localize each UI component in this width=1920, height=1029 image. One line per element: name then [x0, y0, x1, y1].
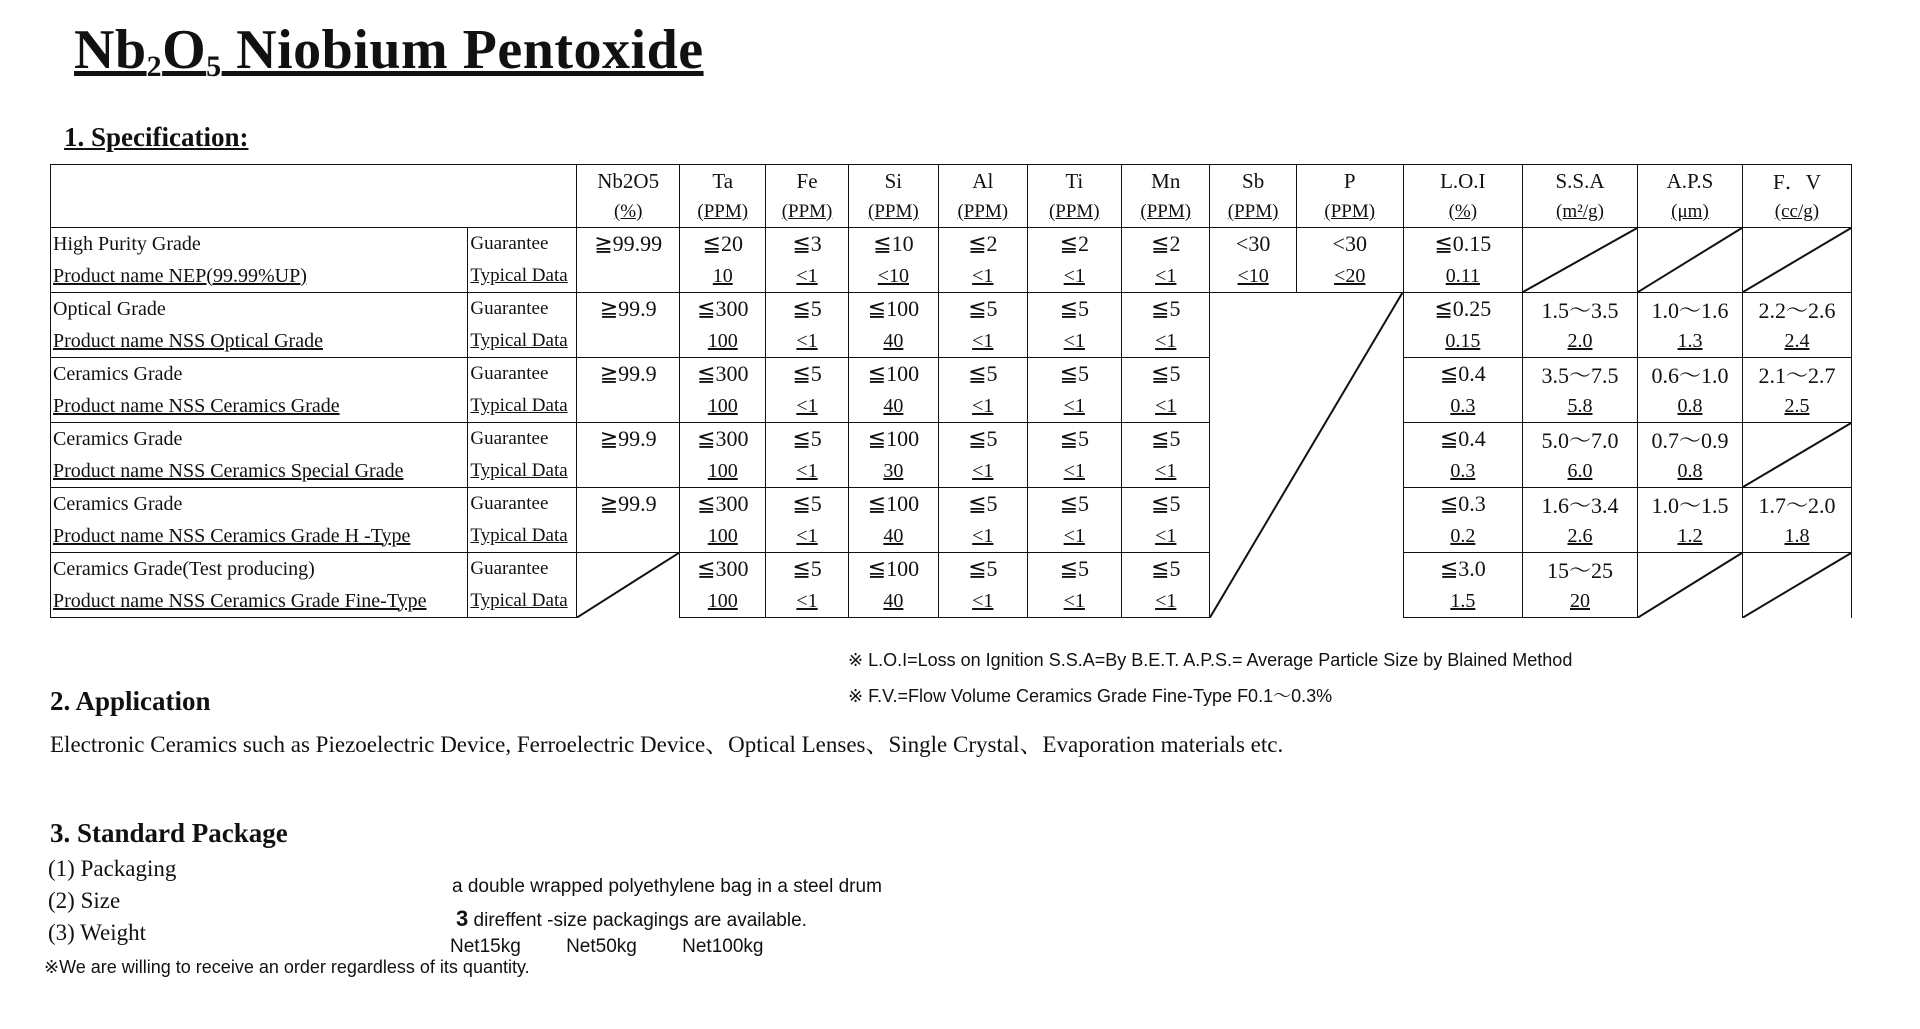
typical-value-5: <1 [1027, 455, 1122, 488]
typical-value-4: <1 [939, 390, 1027, 423]
grade-row-typical [51, 390, 1852, 423]
typical-value-4: <1 [939, 585, 1027, 618]
typical-value-5: <1 [1027, 585, 1122, 618]
typical-value-5: <1 [1027, 390, 1122, 423]
column-header-4: Al [939, 165, 1027, 198]
size-value: 3 direffent -size packagings are available. [456, 906, 807, 931]
typical-value-9: 0.15 [1403, 325, 1522, 358]
typical-value-2: <1 [766, 520, 848, 553]
guarantee-value-3: ≦100 [848, 488, 938, 521]
blank-cell-10 [1522, 228, 1637, 293]
grade-row-typical [51, 455, 1852, 488]
product-name: Product name NSS Ceramics Special Grade [51, 455, 468, 488]
guarantee-value-10: 15～25 [1522, 553, 1637, 586]
column-unit-4: (PPM) [939, 197, 1027, 228]
grade-name: Ceramics Grade(Test producing) [51, 553, 468, 586]
typical-value-5: <1 [1027, 325, 1122, 358]
guarantee-value-1: ≦300 [680, 423, 766, 456]
typical-value-0 [577, 260, 680, 293]
guarantee-value-5: ≦5 [1027, 488, 1122, 521]
typical-value-11: 0.8 [1638, 455, 1743, 488]
grade-name: Ceramics Grade [51, 488, 468, 521]
guarantee-value-4: ≦5 [939, 553, 1027, 586]
guarantee-label: Guarantee [468, 358, 577, 391]
empty-cell-slash [1743, 423, 1851, 487]
typical-value-0 [577, 455, 680, 488]
typical-value-9: 1.5 [1403, 585, 1522, 618]
guarantee-value-1: ≦300 [680, 488, 766, 521]
guarantee-value-6: ≦5 [1122, 423, 1210, 456]
guarantee-value-6: ≦5 [1122, 293, 1210, 326]
guarantee-value-0: ≧99.9 [577, 358, 680, 391]
page-title: $Nb_2O_5$ Niobium Pentoxide [74, 19, 704, 83]
guarantee-value-1: ≦300 [680, 358, 766, 391]
blank-cell-12 [1742, 553, 1851, 618]
typical-value-2: <1 [766, 325, 848, 358]
empty-cell-slash [1743, 228, 1851, 292]
column-unit-9: (%) [1403, 197, 1522, 228]
typical-value-0 [577, 390, 680, 423]
guarantee-value-9: ≦0.25 [1403, 293, 1522, 326]
guarantee-value-8: <30 [1296, 228, 1403, 261]
column-unit-8: (PPM) [1296, 197, 1403, 228]
guarantee-value-5: ≦2 [1027, 228, 1122, 261]
guarantee-value-11: 0.7～0.9 [1638, 423, 1743, 456]
grade-row-typical [51, 520, 1852, 553]
application-text: Electronic Ceramics such as Piezoelectric Device, Ferroelectric Device、Optical Lenses、Single Crystal、Evaporation materials etc. [50, 732, 1284, 757]
weight-100: Net100kg [682, 936, 764, 957]
weight-values [450, 936, 763, 958]
guarantee-value-4: ≦5 [939, 293, 1027, 326]
typical-value-10: 2.0 [1522, 325, 1637, 358]
typical-value-10: 5.8 [1522, 390, 1637, 423]
typical-label: Typical Data [468, 390, 577, 423]
typical-value-8: <20 [1296, 260, 1403, 293]
guarantee-value-11: 1.0～1.6 [1638, 293, 1743, 326]
product-name: Product name NSS Optical Grade [51, 325, 468, 358]
blank-cell-11 [1638, 553, 1743, 618]
typical-value-9: 0.3 [1403, 390, 1522, 423]
guarantee-value-3: ≦100 [848, 293, 938, 326]
empty-cell-slash [1210, 293, 1402, 618]
typical-value-3: 30 [848, 455, 938, 488]
typical-value-4: <1 [939, 260, 1027, 293]
guarantee-label: Guarantee [468, 553, 577, 586]
guarantee-value-5: ≦5 [1027, 553, 1122, 586]
empty-cell-slash [1638, 228, 1742, 292]
header-corner [51, 165, 577, 228]
column-unit-2: (PPM) [766, 197, 848, 228]
guarantee-value-9: ≦0.3 [1403, 488, 1522, 521]
column-header-5: Ti [1027, 165, 1122, 198]
typical-value-11: 0.8 [1638, 390, 1743, 423]
grade-row-typical [51, 585, 1852, 618]
empty-cell-slash [577, 553, 679, 618]
guarantee-value-0: ≧99.99 [577, 228, 680, 261]
typical-value-2: <1 [766, 585, 848, 618]
guarantee-value-0: ≧99.9 [577, 293, 680, 326]
typical-value-4: <1 [939, 325, 1027, 358]
typical-value-6: <1 [1122, 520, 1210, 553]
column-header-0: Nb2O5 [577, 165, 680, 198]
typical-value-3: 40 [848, 325, 938, 358]
empty-cell-slash [1743, 553, 1851, 618]
grade-row-typical [51, 325, 1852, 358]
column-header-2: Fe [766, 165, 848, 198]
typical-value-10: 20 [1522, 585, 1637, 618]
product-name: Product name NSS Ceramics Grade H -Type [51, 520, 468, 553]
guarantee-value-10: 3.5～7.5 [1522, 358, 1637, 391]
typical-value-9: 0.11 [1403, 260, 1522, 293]
guarantee-value-6: ≦5 [1122, 358, 1210, 391]
column-header-3: Si [848, 165, 938, 198]
guarantee-value-4: ≦5 [939, 423, 1027, 456]
typical-value-11: 1.2 [1638, 520, 1743, 553]
weight-50: Net50kg [566, 936, 637, 957]
guarantee-value-6: ≦5 [1122, 488, 1210, 521]
typical-value-9: 0.2 [1403, 520, 1522, 553]
weight-15: Net15kg [450, 936, 521, 957]
guarantee-value-3: ≦100 [848, 358, 938, 391]
typical-value-1: 100 [680, 455, 766, 488]
guarantee-value-9: ≦0.4 [1403, 358, 1522, 391]
column-unit-3: (PPM) [848, 197, 938, 228]
guarantee-value-5: ≦5 [1027, 358, 1122, 391]
product-name: Product name NSS Ceramics Grade Fine-Type [51, 585, 468, 618]
guarantee-value-4: ≦2 [939, 228, 1027, 261]
sb-p-blank-area [1210, 293, 1403, 618]
spec-note-2: ※ F.V.=Flow Volume Ceramics Grade Fine-Type F0.1～0.3% [848, 686, 1333, 706]
typical-value-4: <1 [939, 455, 1027, 488]
typical-value-11: 1.3 [1638, 325, 1743, 358]
column-header-9: L.O.I [1403, 165, 1522, 198]
grade-name: Optical Grade [51, 293, 468, 326]
typical-value-2: <1 [766, 390, 848, 423]
typical-label: Typical Data [468, 585, 577, 618]
spec-note-1: ※ L.O.I=Loss on Ignition S.S.A=By B.E.T. A.P.S.= Average Particle Size by Blained Method [848, 650, 1573, 670]
column-header-7: Sb [1210, 165, 1296, 198]
typical-value-10: 2.6 [1522, 520, 1637, 553]
typical-label: Typical Data [468, 520, 577, 553]
product-name: Product name NSS Ceramics Grade [51, 390, 468, 423]
typical-value-0 [577, 325, 680, 358]
specification-table [50, 164, 1852, 618]
order-footnote: ※We are willing to receive an order regardless of its quantity. [44, 957, 530, 977]
typical-value-10: 6.0 [1522, 455, 1637, 488]
guarantee-value-1: ≦300 [680, 553, 766, 586]
typical-value-1: 100 [680, 520, 766, 553]
column-unit-0: (%) [577, 197, 680, 228]
grade-row-guarantee [51, 488, 1852, 521]
guarantee-value-2: ≦5 [766, 358, 848, 391]
typical-value-2: <1 [766, 455, 848, 488]
typical-value-5: <1 [1027, 260, 1122, 293]
typical-value-6: <1 [1122, 390, 1210, 423]
typical-value-3: 40 [848, 585, 938, 618]
guarantee-value-12: 2.1～2.7 [1742, 358, 1851, 391]
guarantee-value-2: ≦5 [766, 553, 848, 586]
guarantee-value-2: ≦3 [766, 228, 848, 261]
typical-value-3: <10 [848, 260, 938, 293]
typical-value-2: <1 [766, 260, 848, 293]
guarantee-label: Guarantee [468, 423, 577, 456]
typical-value-7: <10 [1210, 260, 1296, 293]
packaging-label: (1) Packaging [48, 856, 177, 881]
guarantee-label: Guarantee [468, 488, 577, 521]
blank-cell-11 [1638, 228, 1743, 293]
typical-value-6: <1 [1122, 585, 1210, 618]
column-header-12: F．V [1742, 165, 1851, 198]
column-unit-6: (PPM) [1122, 197, 1210, 228]
package-heading: 3. Standard Package [50, 818, 288, 848]
typical-value-5: <1 [1027, 520, 1122, 553]
typical-value-1: 100 [680, 325, 766, 358]
typical-value-6: <1 [1122, 260, 1210, 293]
typical-value-6: <1 [1122, 325, 1210, 358]
typical-value-1: 10 [680, 260, 766, 293]
guarantee-value-3: ≦100 [848, 553, 938, 586]
guarantee-value-2: ≦5 [766, 293, 848, 326]
column-header-1: Ta [680, 165, 766, 198]
guarantee-value-10: 1.6～3.4 [1522, 488, 1637, 521]
grade-name: Ceramics Grade [51, 358, 468, 391]
column-unit-11: (μm) [1638, 197, 1743, 228]
guarantee-value-9: ≦0.4 [1403, 423, 1522, 456]
typical-label: Typical Data [468, 260, 577, 293]
weight-label: (3) Weight [48, 920, 147, 945]
grade-row-guarantee [51, 293, 1852, 326]
guarantee-value-11: 1.0～1.5 [1638, 488, 1743, 521]
application-heading: 2. Application [50, 686, 211, 716]
guarantee-value-1: ≦20 [680, 228, 766, 261]
guarantee-value-2: ≦5 [766, 488, 848, 521]
guarantee-value-12: 1.7～2.0 [1742, 488, 1851, 521]
guarantee-value-11: 0.6～1.0 [1638, 358, 1743, 391]
column-unit-10: (m²/g) [1522, 197, 1637, 228]
guarantee-value-4: ≦5 [939, 358, 1027, 391]
specification-heading: 1. Specification: [64, 122, 249, 152]
guarantee-value-6: ≦5 [1122, 553, 1210, 586]
guarantee-value-9: ≦0.15 [1403, 228, 1522, 261]
guarantee-value-2: ≦5 [766, 423, 848, 456]
typical-label: Typical Data [468, 455, 577, 488]
grade-row-guarantee [51, 228, 1852, 261]
typical-value-1: 100 [680, 585, 766, 618]
typical-value-1: 100 [680, 390, 766, 423]
guarantee-value-12: 2.2～2.6 [1742, 293, 1851, 326]
guarantee-value-3: ≦10 [848, 228, 938, 261]
blank-cell-12 [1742, 423, 1851, 488]
guarantee-value-10: 1.5～3.5 [1522, 293, 1637, 326]
guarantee-value-3: ≦100 [848, 423, 938, 456]
typical-value-12: 2.5 [1742, 390, 1851, 423]
typical-value-0 [577, 520, 680, 553]
column-header-10: S.S.A [1522, 165, 1637, 198]
guarantee-value-5: ≦5 [1027, 293, 1122, 326]
column-unit-12: (cc/g) [1742, 197, 1851, 228]
guarantee-value-4: ≦5 [939, 488, 1027, 521]
typical-value-4: <1 [939, 520, 1027, 553]
guarantee-value-5: ≦5 [1027, 423, 1122, 456]
grade-row-guarantee [51, 358, 1852, 391]
empty-cell-slash [1523, 228, 1637, 292]
packaging-value: a double wrapped polyethylene bag in a steel drum [452, 876, 882, 897]
grade-name: High Purity Grade [51, 228, 468, 261]
typical-label: Typical Data [468, 325, 577, 358]
guarantee-value-0: ≧99.9 [577, 488, 680, 521]
typical-value-12: 2.4 [1742, 325, 1851, 358]
guarantee-value-1: ≦300 [680, 293, 766, 326]
guarantee-value-10: 5.0～7.0 [1522, 423, 1637, 456]
blank-cell-12 [1742, 228, 1851, 293]
guarantee-value-6: ≦2 [1122, 228, 1210, 261]
typical-value-9: 0.3 [1403, 455, 1522, 488]
guarantee-label: Guarantee [468, 293, 577, 326]
guarantee-value-9: ≦3.0 [1403, 553, 1522, 586]
column-header-6: Mn [1122, 165, 1210, 198]
column-unit-5: (PPM) [1027, 197, 1122, 228]
size-label: (2) Size [48, 888, 121, 913]
typical-value-3: 40 [848, 520, 938, 553]
grade-row-guarantee [51, 423, 1852, 456]
typical-value-12: 1.8 [1742, 520, 1851, 553]
column-unit-7: (PPM) [1210, 197, 1296, 228]
typical-value-3: 40 [848, 390, 938, 423]
product-name: Product name NEP(99.99%UP) [51, 260, 468, 293]
guarantee-value-7: <30 [1210, 228, 1296, 261]
guarantee-value-0: ≧99.9 [577, 423, 680, 456]
column-header-11: A.P.S [1638, 165, 1743, 198]
grade-row-guarantee [51, 553, 1852, 586]
empty-cell-slash [1638, 553, 1742, 618]
grade-name: Ceramics Grade [51, 423, 468, 456]
column-unit-1: (PPM) [680, 197, 766, 228]
column-header-8: P [1296, 165, 1403, 198]
blank-cell-0 [577, 553, 680, 618]
guarantee-label: Guarantee [468, 228, 577, 261]
typical-value-6: <1 [1122, 455, 1210, 488]
